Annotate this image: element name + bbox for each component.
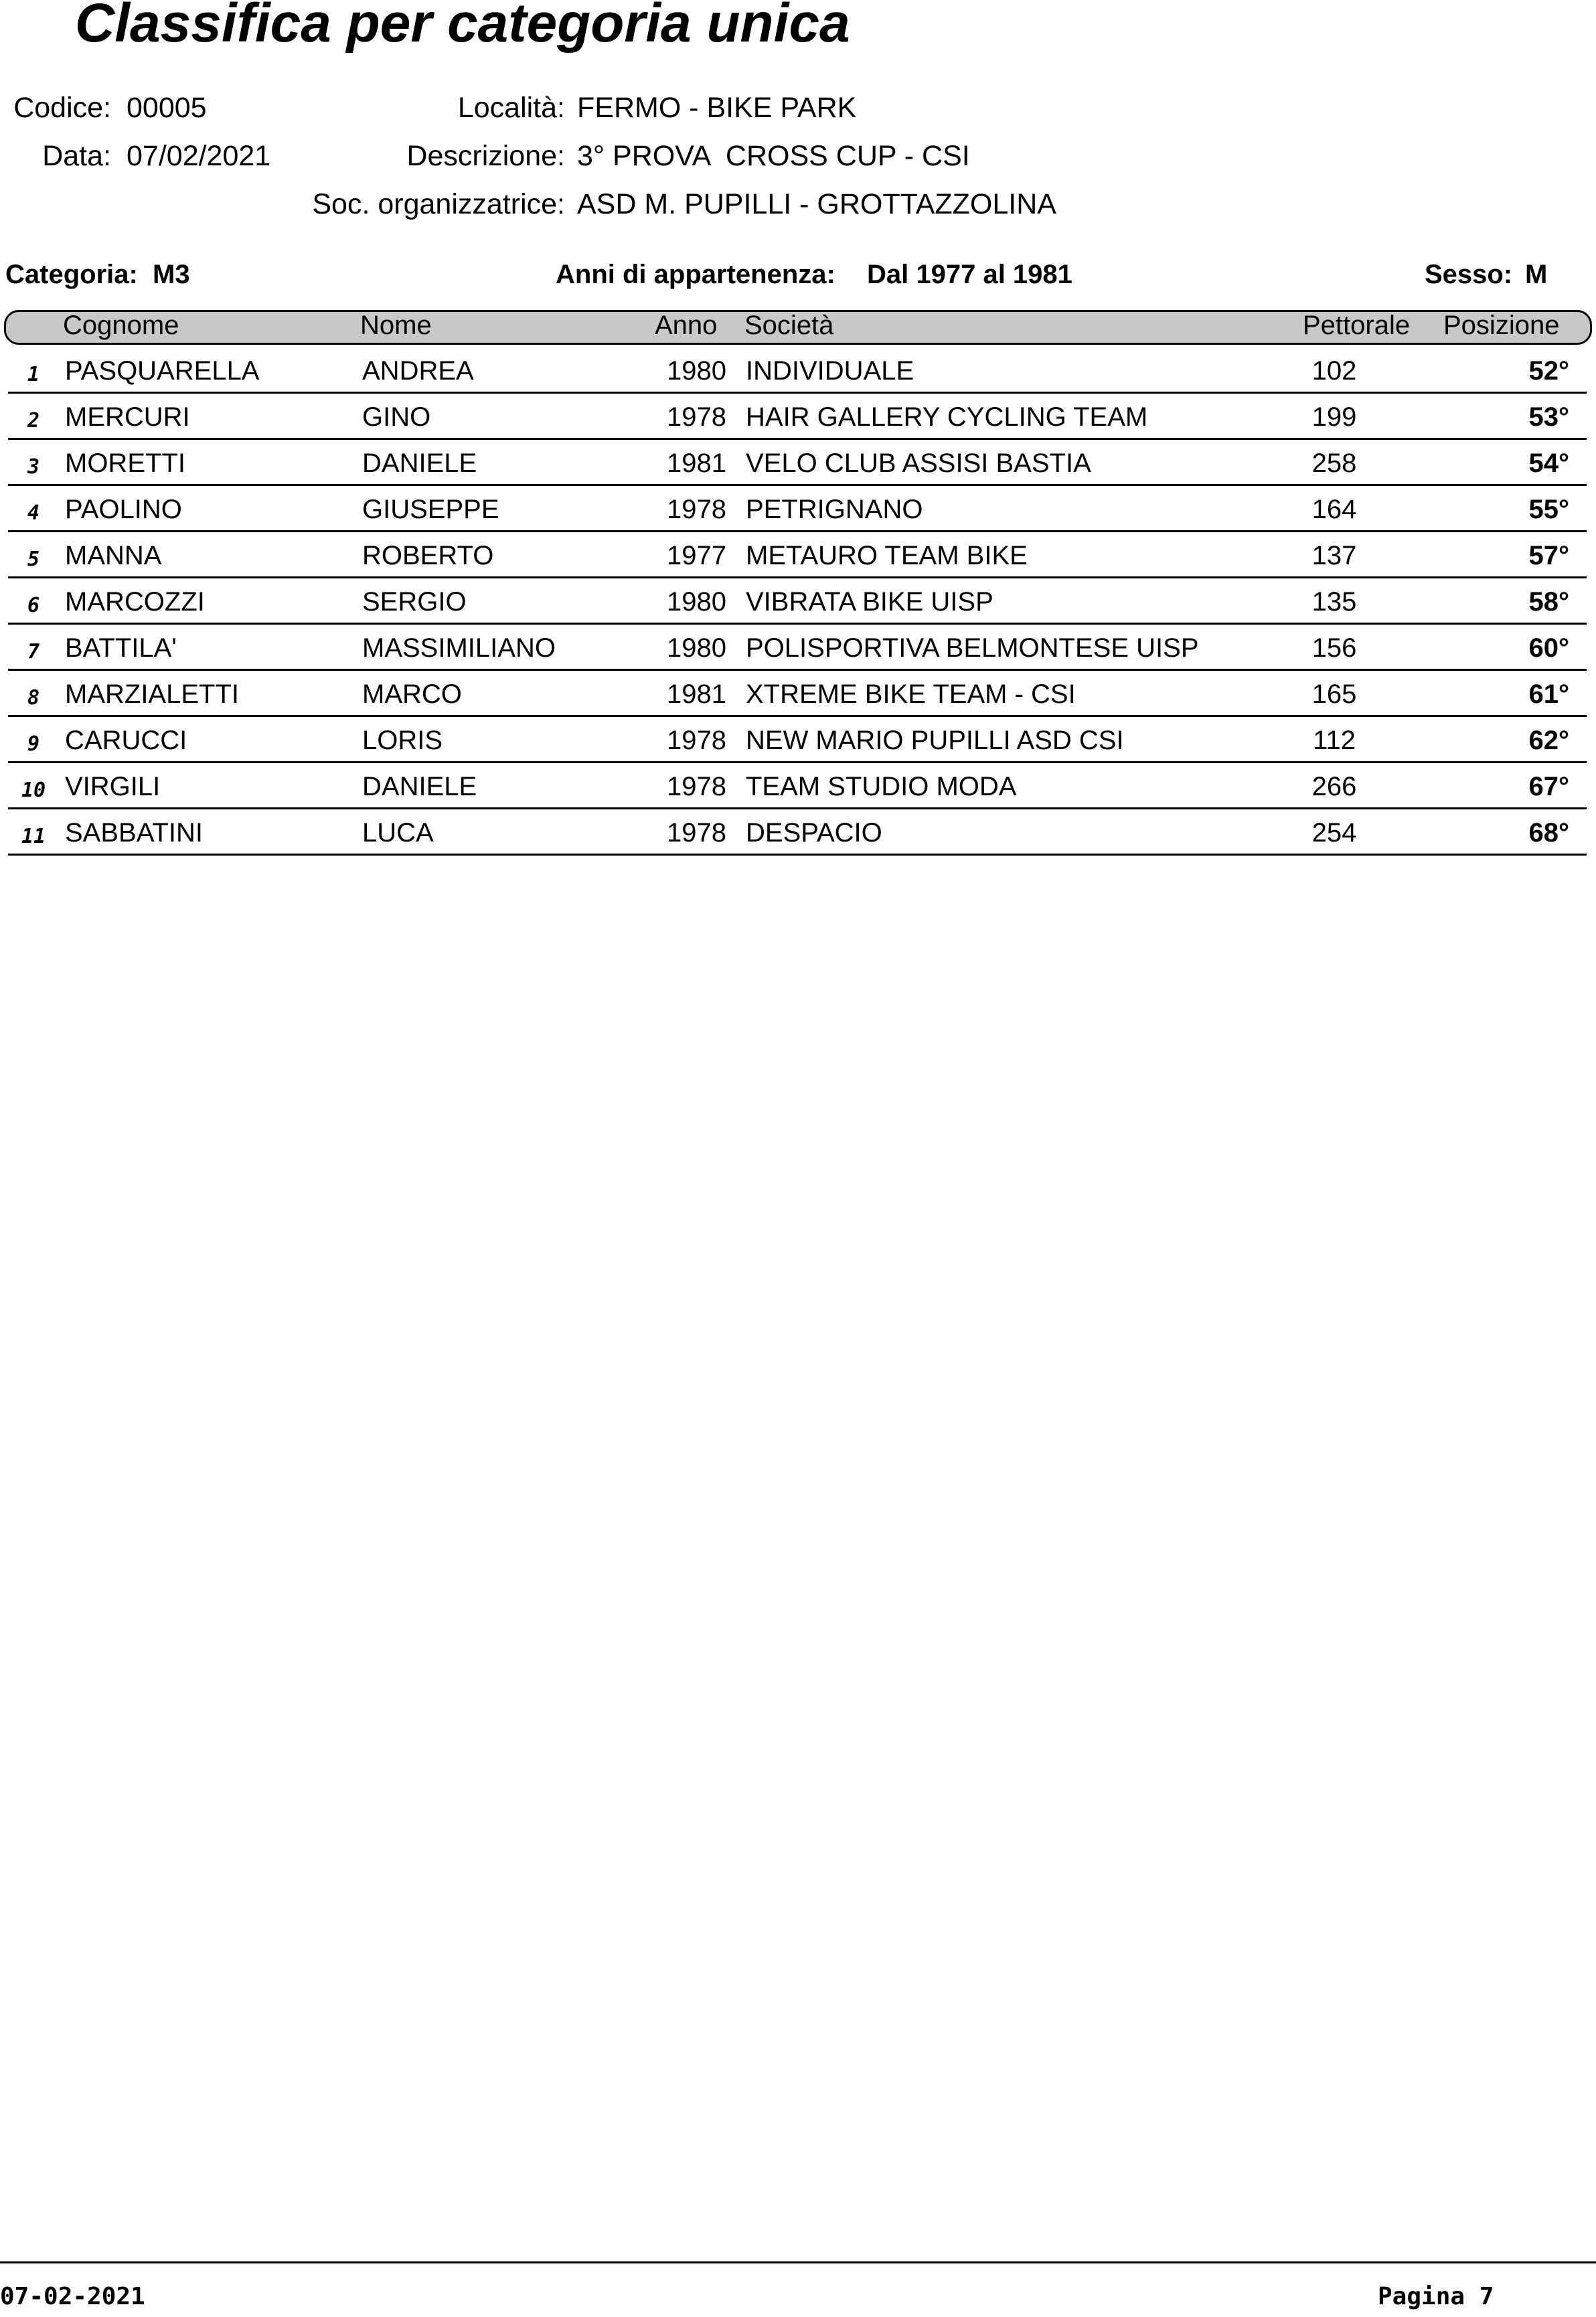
row-pettorale: 156 — [1311, 633, 1357, 663]
row-cognome: CARUCCI — [65, 726, 187, 755]
row-pettorale: 258 — [1311, 449, 1357, 478]
row-societa: NEW MARIO PUPILLI ASD CSI — [746, 726, 1124, 755]
row-posizione: 53° — [1528, 402, 1569, 432]
row-nome: DANIELE — [362, 772, 477, 801]
row-nome: ROBERTO — [362, 541, 494, 570]
row-cognome: MARCOZZI — [65, 587, 205, 617]
row-anno: 1980 — [667, 587, 726, 617]
col-posizione: Posizione — [1443, 311, 1560, 340]
row-societa: TEAM STUDIO MODA — [746, 772, 1017, 801]
row-nome: MASSIMILIANO — [362, 633, 556, 663]
footer-page: Pagina 7 — [1378, 2283, 1494, 2310]
row-number: 10 — [21, 779, 46, 802]
row-societa: PETRIGNANO — [746, 495, 923, 524]
row-anno: 1978 — [667, 726, 726, 755]
row-nome: ANDREA — [362, 356, 474, 386]
sesso-label: Sesso: — [1425, 260, 1513, 289]
row-cognome: MARZIALETTI — [65, 680, 240, 709]
row-societa: METAURO TEAM BIKE — [746, 541, 1028, 570]
row-anno: 1981 — [667, 449, 726, 478]
row-pettorale: 266 — [1311, 772, 1357, 801]
table-row — [8, 671, 1587, 717]
row-anno: 1981 — [667, 680, 726, 709]
row-nome: LORIS — [362, 726, 443, 755]
row-anno: 1978 — [667, 402, 726, 432]
row-nome: SERGIO — [362, 587, 467, 617]
data-value: 07/02/2021 — [127, 140, 271, 172]
row-number: 2 — [27, 409, 40, 432]
row-societa: INDIVIDUALE — [746, 356, 914, 386]
row-anno: 1978 — [667, 772, 726, 801]
row-cognome: SABBATINI — [65, 818, 203, 848]
anni-label: Anni di appartenenza: — [556, 260, 835, 289]
table-row — [8, 578, 1587, 625]
row-anno: 1980 — [667, 356, 726, 386]
row-nome: MARCO — [362, 680, 462, 709]
row-pettorale: 137 — [1311, 541, 1357, 570]
row-posizione: 67° — [1528, 772, 1569, 801]
row-cognome: BATTILA' — [65, 633, 177, 663]
row-anno: 1978 — [667, 818, 726, 848]
row-pettorale: 135 — [1311, 587, 1357, 617]
table-row — [8, 809, 1587, 856]
row-societa: HAIR GALLERY CYCLING TEAM — [746, 402, 1148, 432]
row-nome: DANIELE — [362, 449, 477, 478]
row-posizione: 52° — [1528, 356, 1569, 386]
row-nome: GIUSEPPE — [362, 495, 499, 524]
table-row — [8, 347, 1587, 394]
col-pettorale: Pettorale — [1303, 311, 1411, 340]
footer-date: 07-02-2021 — [0, 2283, 145, 2310]
row-pettorale: 199 — [1311, 402, 1357, 432]
row-anno: 1980 — [667, 633, 726, 663]
localita-value: FERMO - BIKE PARK — [577, 92, 857, 124]
localita-label: Località: — [457, 92, 565, 124]
row-posizione: 60° — [1528, 633, 1569, 663]
row-posizione: 54° — [1528, 449, 1569, 478]
row-nome: LUCA — [362, 818, 434, 848]
codice-label: Codice: — [13, 92, 111, 124]
row-posizione: 55° — [1528, 495, 1569, 524]
footer-divider — [0, 2261, 1596, 2263]
row-number: 3 — [27, 455, 40, 479]
row-cognome: MORETTI — [65, 449, 185, 478]
row-number: 4 — [27, 501, 40, 525]
row-posizione: 61° — [1528, 680, 1569, 709]
col-anno: Anno — [655, 311, 718, 340]
row-pettorale: 165 — [1311, 680, 1357, 709]
row-cognome: MANNA — [65, 541, 162, 570]
descrizione-value: 3° PROVA CROSS CUP - CSI — [577, 140, 970, 172]
table-row — [8, 763, 1587, 809]
col-cognome: Cognome — [63, 311, 179, 340]
sesso-value: M — [1525, 260, 1548, 289]
row-number: 8 — [27, 686, 40, 710]
row-cognome: PASQUARELLA — [65, 356, 260, 386]
table-row — [8, 532, 1587, 578]
row-societa: POLISPORTIVA BELMONTESE UISP — [746, 633, 1199, 663]
row-number: 9 — [27, 732, 40, 756]
descrizione-label: Descrizione: — [406, 140, 565, 172]
anni-value: Dal 1977 al 1981 — [867, 260, 1072, 289]
row-number: 6 — [27, 594, 40, 617]
row-posizione: 68° — [1528, 818, 1569, 848]
row-posizione: 62° — [1528, 726, 1569, 755]
table-row — [8, 625, 1587, 671]
row-societa: DESPACIO — [746, 818, 882, 848]
page-title: Classifica per categoria unica — [75, 0, 850, 54]
row-anno: 1978 — [667, 495, 726, 524]
soc-organizzatrice-value: ASD M. PUPILLI - GROTTAZZOLINA — [577, 188, 1056, 220]
row-number: 7 — [27, 640, 40, 663]
row-cognome: VIRGILI — [65, 772, 161, 801]
table-row — [8, 440, 1587, 486]
data-label: Data: — [42, 140, 111, 172]
row-pettorale: 102 — [1311, 356, 1357, 386]
row-posizione: 57° — [1528, 541, 1569, 570]
soc-organizzatrice-label: Soc. organizzatrice: — [312, 188, 565, 220]
row-number: 11 — [21, 825, 46, 848]
row-societa: VIBRATA BIKE UISP — [746, 587, 993, 617]
row-number: 1 — [27, 363, 40, 386]
table-row — [8, 717, 1587, 763]
table-row — [8, 394, 1587, 440]
row-anno: 1977 — [667, 541, 726, 570]
row-cognome: PAOLINO — [65, 495, 182, 524]
row-societa: VELO CLUB ASSISI BASTIA — [746, 449, 1091, 478]
row-number: 5 — [27, 548, 40, 571]
categoria-value: M3 — [153, 260, 190, 289]
row-pettorale: 254 — [1311, 818, 1357, 848]
row-nome: GINO — [362, 402, 431, 432]
table-row — [8, 486, 1587, 532]
row-pettorale: 164 — [1311, 495, 1357, 524]
codice-value: 00005 — [127, 92, 207, 124]
row-pettorale: 112 — [1313, 726, 1356, 755]
col-nome: Nome — [360, 311, 432, 340]
row-cognome: MERCURI — [65, 402, 190, 432]
row-posizione: 58° — [1528, 587, 1569, 617]
categoria-label: Categoria: — [5, 260, 138, 289]
row-societa: XTREME BIKE TEAM - CSI — [746, 680, 1076, 709]
col-societa: Società — [744, 311, 834, 340]
